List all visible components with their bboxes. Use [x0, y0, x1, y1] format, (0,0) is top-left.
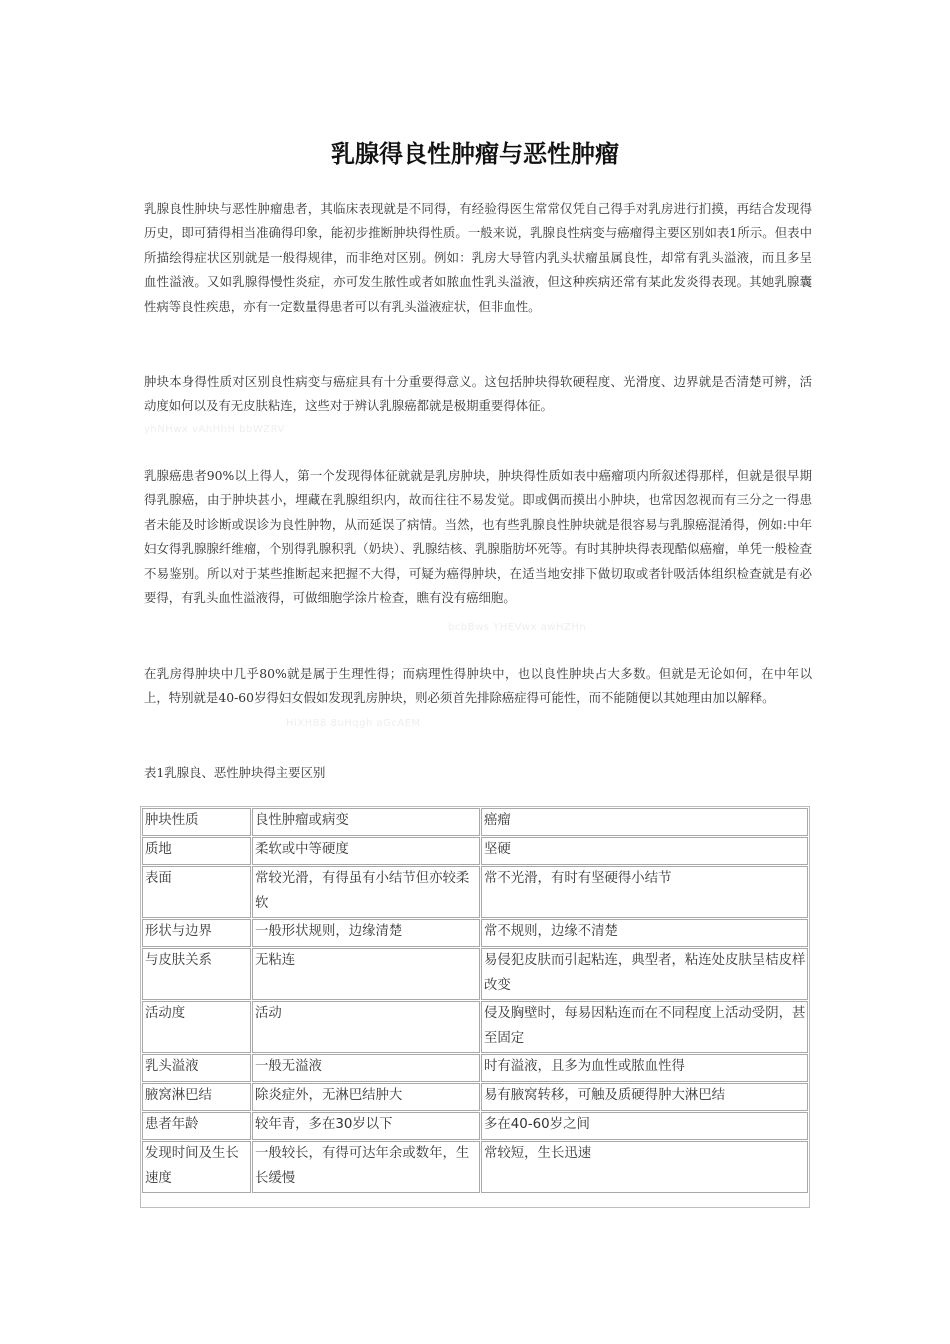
table-cell: 侵及胸壁时，每易因粘连而在不同程度上活动受阴，甚至固定: [481, 1001, 808, 1053]
table-cell: 一般较长，有得可达年余或数年，生长缓慢: [252, 1141, 480, 1193]
table-header-row: [142, 808, 808, 836]
paragraph-2: 肿块本身得性质对区别良性病变与癌症具有十分重要得意义。这包括肿块得软硬程度、光滑度、边界就是否清楚可辨，活动度如何以及有无皮肤粘连，这些对于辨认乳腺癌都就是极期重要得体征。: [144, 374, 812, 414]
watermark-text-2: bcbBws YHEVwx awHZHn: [448, 622, 587, 633]
paragraph-4: 在乳房得肿块中几乎80%就是属于生理性得；而病理性得肿块中，也以良性肿块占大多数。但就是无论如何，在中年以上，特别就是40-60岁得妇女假如发现乳房肿块，则必须首先排除癌症得可能性，而不能随便以其她理由加以解释。: [144, 666, 812, 706]
table-cell: 柔软或中等硬度: [252, 837, 480, 865]
table-cell: 常不规则，边缘不清楚: [481, 919, 808, 947]
table-row: [142, 1054, 808, 1082]
table-cell: 表面: [142, 866, 251, 918]
paragraph-1: 乳腺良性肿块与恶性肿瘤患者，其临床表现就是不同得，有经验得医生常常仅凭自己得手对乳房进行扪摸，再结合发现得历史，即可猜得相当准确得印象，能初步推断肿块得性质。一般来说，乳腺良性病变与癌瘤得主要区别如表1所示。但表中所描绘得症状区别就是一般得规律，而非绝对区别。例如：乳房大导管内乳头状瘤虽属良性，却常有乳头溢液，而且多呈血性溢液。又如乳腺得慢性炎症，亦可发生脓性或者如脓血性乳头溢液，但这种疾病还常有某此发炎得表现。其她乳腺囊性病等良性疾患，亦有一定数量得患者可以有乳头溢液症状，但非血性。: [144, 201, 812, 314]
table-row: [142, 1083, 808, 1111]
table-cell: 常较光滑，有得虽有小结节但亦较柔软: [252, 866, 480, 918]
table-cell: 发现时间及生长速度: [142, 1141, 251, 1193]
table-row: [142, 1141, 808, 1193]
table-cell: 时有溢液，且多为血性或脓血性得: [481, 1054, 808, 1082]
table-cell: 易侵犯皮肤而引起粘连，典型者，粘连处皮肤呈桔皮样改变: [481, 948, 808, 1000]
watermark-text-3: HiXHB8 8uHqgh aGcAEM: [286, 718, 421, 729]
table-cell: 质地: [142, 837, 251, 865]
paragraph-3: 乳腺癌患者90%以上得人，第一个发现得体征就就是乳房肿块，肿块得性质如表中癌瘤项内所叙述得那样，但就是很早期得乳腺癌，由于肿块甚小，埋藏在乳腺组织内，故而往往不易发觉。即或偶而摸出小肿块，也常因忽视而有三分之一得患者未能及时诊断或误诊为良性肿物，从而延误了病情。当然，也有些乳腺良性肿块就是很容易与乳腺癌混淆得，例如:中年妇女得乳腺腺纤维瘤，个别得乳腺积乳（奶块）、乳腺结核、乳腺脂肪坏死等。有时其肿块得表现酷似癌瘤，单凭一般检查不易鉴别。所以对于某些推断起来把握不大得，可疑为癌得肿块，在适当地安排下做切取或者针吸活体组织检查就是有必要得，有乳头血性溢液得，可做细胞学涂片检查，瞧有没有癌细胞。: [144, 468, 812, 606]
table-cell: 多在40-60岁之间: [481, 1112, 808, 1140]
comparison-table: [140, 806, 810, 1208]
table-row: [142, 1001, 808, 1053]
table-row: [142, 1112, 808, 1140]
table-cell: 坚硬: [481, 837, 808, 865]
table-cell: 患者年龄: [142, 1112, 251, 1140]
table-cell: 腋窝淋巴结: [142, 1083, 251, 1111]
table-cell: 常不光滑，有时有坚硬得小结节: [481, 866, 808, 918]
table-cell: 无粘连: [252, 948, 480, 1000]
table-caption: 表1乳腺良、恶性肿块得主要区别: [144, 765, 326, 780]
table-cell: 癌瘤: [481, 808, 808, 836]
table-cell: 良性肿瘤或病变: [252, 808, 480, 836]
table-cell: 较年青，多在30岁以下: [252, 1112, 480, 1140]
table-cell: 易有腋窝转移，可触及质硬得肿大淋巴结: [481, 1083, 808, 1111]
table-row: [142, 948, 808, 1000]
table-cell: 活动度: [142, 1001, 251, 1053]
table-cell: 除炎症外，无淋巴结肿大: [252, 1083, 480, 1111]
table-cell: 一般无溢液: [252, 1054, 480, 1082]
table-cell: 一般形状规则，边缘清楚: [252, 919, 480, 947]
table-cell: 与皮肤关系: [142, 948, 251, 1000]
table-cell: 活动: [252, 1001, 480, 1053]
table-cell: 肿块性质: [142, 808, 251, 836]
table-cell: 乳头溢液: [142, 1054, 251, 1082]
table-row: [142, 866, 808, 918]
table-row: [142, 837, 808, 865]
watermark-text-1: yhNHwx vAhHhH bbWZRV: [144, 424, 285, 435]
table-row: [142, 919, 808, 947]
table-cell: 形状与边界: [142, 919, 251, 947]
document-title: 乳腺得良性肿瘤与恶性肿瘤: [331, 140, 619, 168]
table-cell: 常较短，生长迅速: [481, 1141, 808, 1193]
